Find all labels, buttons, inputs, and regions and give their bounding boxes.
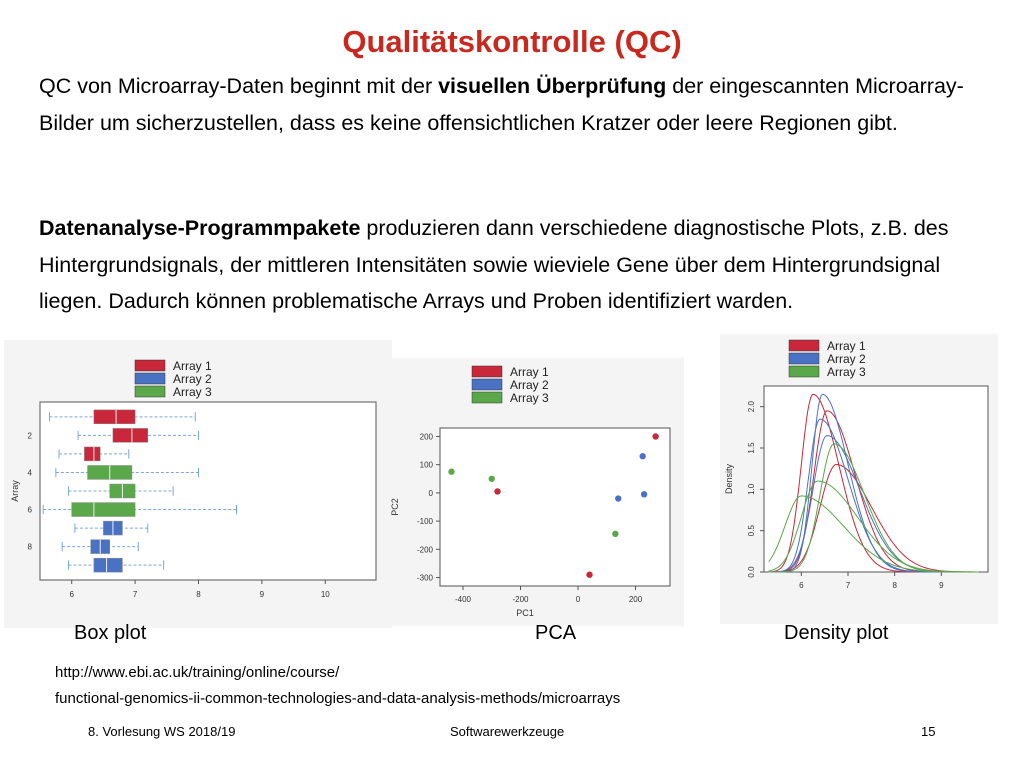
pca-frame [440,428,670,586]
pca-ytick-label: -200 [416,545,433,555]
pca-point [612,531,618,537]
pca-point [639,453,645,459]
box-legend-label-2: Array 2 [173,372,212,386]
density-legend-label-3: Array 3 [827,365,866,379]
pca-chart [388,358,684,626]
pca-ytick-label: -300 [416,573,433,583]
box-body [94,558,123,572]
pca-point [489,476,495,482]
density-legend-label-2: Array 2 [827,352,866,366]
pca-legend-swatch-3 [472,392,502,403]
pca-point [615,495,621,501]
pca-ytick-label: 0 [428,488,433,498]
box-ytick-label: 6 [27,505,32,515]
pca-point [641,491,647,497]
box-ytick-label: 2 [27,431,32,441]
pca-ytick-label: 200 [419,432,433,442]
intro-text-c: der eingescannten Microarray-Bilder um sicherzustellen, dass es keine offensichtlichen Kratzer oder leere Regionen gibt. [39,74,964,135]
pca-xtick-label: 0 [575,595,581,604]
density-legend-label-1: Array 1 [827,339,866,353]
box-xtick-label: 10 [320,590,330,599]
pca-ylabel: PC2 [390,498,400,516]
box-ylabel: Array [10,480,20,502]
source-link-line-2[interactable]: functional-genomics-ii-common-technologies-and-data-analysis-methods/microarrays [55,690,621,707]
box-plot-chart [4,340,392,628]
slide-title: Qualitätskontrolle (QC) [342,24,682,59]
box-body [94,410,135,424]
density-plot-chart [720,334,998,624]
box-plot-caption: Box plot [74,622,147,644]
intro-text-a: QC von Microarray-Daten beginnt mit der [39,74,439,98]
density-ytick-label: 1.0 [747,483,756,495]
density-frame [764,386,988,572]
box-ytick-label: 8 [27,542,32,552]
density-plot-caption: Density plot [784,622,889,644]
density-xtick-label: 7 [845,581,851,590]
density-legend-swatch-3 [789,366,819,377]
pca-legend-swatch-2 [472,379,502,390]
pca-legend-label-2: Array 2 [510,378,549,392]
pca-caption: PCA [535,622,577,644]
density-ytick-label: 0.0 [747,566,756,578]
source-link-line-1[interactable]: http://www.ebi.ac.uk/training/online/course/ [55,664,340,681]
box-xtick-label: 9 [259,590,265,599]
pca-xlabel: PC1 [516,608,534,618]
pca-xtick-label: -200 [512,595,529,604]
pca-xtick-label: 200 [628,595,643,604]
box-xtick-label: 8 [196,590,201,599]
box-body [113,428,148,442]
density-ylabel: Density [724,463,734,495]
box-legend-label-1: Array 1 [173,359,212,373]
pca-xtick-label: -400 [454,595,472,604]
intro-paragraph [39,68,999,141]
density-xtick-label: 6 [799,581,804,590]
analysis-text-bold: Datenanalyse-Programmpakete [39,216,361,240]
box-legend-label-3: Array 3 [173,385,212,399]
intro-text-bold: visuellen Überprüfung [438,74,667,98]
footer-page-number: 15 [921,724,936,739]
box-legend-swatch-1 [135,360,165,371]
box-xtick-label: 7 [132,590,138,599]
box-legend-swatch-2 [135,373,165,384]
pca-point [652,433,658,439]
footer-lecture: 8. Vorlesung WS 2018/19 [88,724,236,739]
box-body [72,503,135,517]
footer-course: Softwarewerkzeuge [450,724,565,739]
pca-ytick-label: -100 [416,517,433,527]
density-xtick-label: 8 [892,581,897,590]
pca-ytick-label: 100 [419,460,433,470]
analysis-paragraph [39,210,999,320]
density-legend-swatch-1 [789,340,819,351]
density-ytick-label: 0.5 [747,525,756,537]
pca-point [448,469,454,475]
pca-legend-label-3: Array 3 [510,391,549,405]
density-xtick-label: 9 [939,581,944,590]
box-xtick-label: 6 [69,590,74,599]
box-ytick-label: 4 [27,468,32,478]
box-body [84,447,100,461]
pca-legend-label-1: Array 1 [510,365,549,379]
pca-point [586,572,592,578]
pca-legend-swatch-1 [472,366,502,377]
box-legend-swatch-3 [135,386,165,397]
pca-point [494,488,500,494]
density-ytick-label: 2.0 [747,401,756,413]
density-legend-swatch-2 [789,353,819,364]
density-ytick-label: 1.5 [747,442,756,454]
analysis-text-b: produzieren dann verschiedene diagnostische Plots, z.B. des Hintergrundsignals, der mittleren Intensitäten sowie wieviele Gene über dem Hintergrundsignal liegen. Dadurch können problematische Arrays und Proben identifiziert warden. [39,216,949,313]
